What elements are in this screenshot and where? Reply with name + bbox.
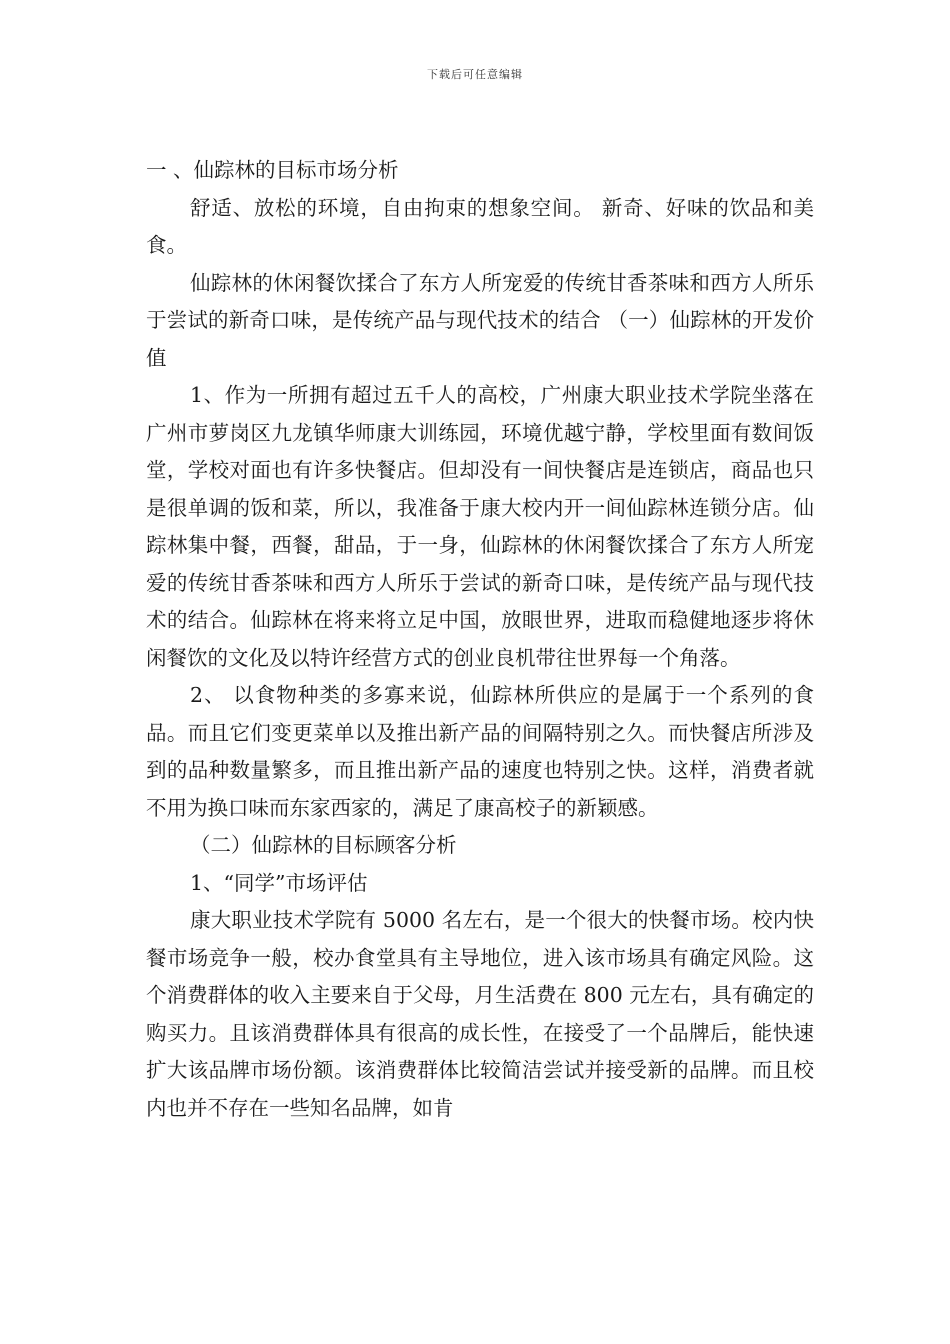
header-note: 下载后可任意编辑	[427, 68, 523, 81]
item-title: 1、“同学”市场评估	[190, 870, 368, 895]
document-body	[146, 152, 814, 1127]
paragraph-point-2: 2、 以食物种类的多寡来说，仙踪林所供应的是属于一个系列的食品。而且它们变更菜单以及推出新产品的间隔特别之久。而快餐店所涉及到的品种数量繁多，而且推出新产品的速度也特别之快。这样，消费者就不用为换口味而东家西家的，满足了康高校子的新颖感。	[146, 683, 814, 820]
paragraph-environment: 舒适、放松的环境，自由拘束的想象空间。 新奇、好味的饮品和美食。	[146, 195, 814, 257]
paragraph-point-1: 1、作为一所拥有超过五千人的高校，广州康大职业技术学院坐落在广州市萝岗区九龙镇华师康大训练园，环境优越宁静，学校里面有数间饭堂，学校对面也有许多快餐店。但却没有一间快餐店是连锁店，商品也只是很单调的饭和菜，所以，我准备于康大校内开一间仙踪林连锁分店。仙踪林集中餐，西餐，甜品，于一身，仙踪林的休闲餐饮揉合了东方人所宠爱的传统甘香茶味和西方人所乐于尝试的新奇口味，是传统产品与现代技术的结合。仙踪林在将来将立足中国，放眼世界，进取而稳健地逐步将休闲餐饮的文化及以特许经营方式的创业良机带往世界每一个角落。	[146, 383, 814, 670]
paragraph-intro: 仙踪林的休闲餐饮揉合了东方人所宠爱的传统甘香茶味和西方人所乐于尝试的新奇口味，是传统产品与现代技术的结合 （一）仙踪林的开发价值	[146, 270, 814, 370]
paragraph-market-evaluation: 康大职业技术学院有 5000 名左右，是一个很大的快餐市场。校内快餐市场竞争一般，校办食堂具有主导地位，进入该市场具有确定风险。这个消费群体的收入主要来自于父母，月生活费在 800 元左右，具有确定的购买力。且该消费群体具有很高的成长性，在接受了一个品牌后，能快速扩大该品牌市场份额。该消费群体比较简洁尝试并接受新的品牌。而且校内也并不存在一些知名品牌，如肯	[146, 908, 814, 1120]
section-title: 一 、仙踪林的目标市场分析	[146, 158, 399, 182]
subsection-title: （二）仙踪林的目标顾客分析	[190, 833, 457, 857]
